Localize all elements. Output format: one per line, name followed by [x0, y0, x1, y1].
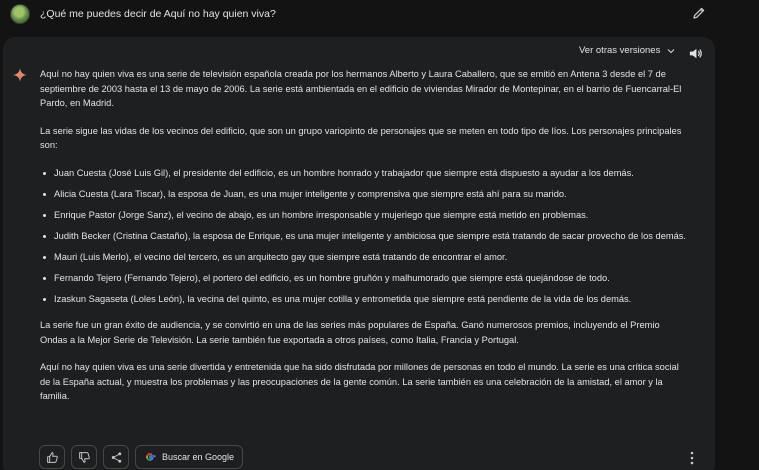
user-prompt-text: ¿Qué me puedes decir de Aquí no hay quien viva?	[40, 8, 276, 20]
search-google-label: Buscar en Google	[162, 452, 235, 462]
list-item: Juan Cuesta (José Luis Gil), el presidente del edificio, es un hombre honrado y trabajador que siempre está dispuesto a ayudar a los demás.	[40, 166, 688, 181]
gemini-sparkle-icon	[13, 68, 27, 82]
list-item: Izaskun Sagaseta (Loles León), la vecina del quinto, es una mujer cotilla y entrometida que siempre está pendiente de la vida de los demás.	[40, 292, 688, 307]
google-g-icon	[144, 451, 156, 463]
right-margin-strip	[725, 0, 759, 470]
user-prompt-row	[0, 0, 725, 32]
characters-intro-paragraph: La serie sigue las vidas de los vecinos del edificio, que son un grupo variopinto de personajes que se meten en todo tipo de líos. Los personajes principales son:	[40, 125, 682, 150]
other-versions-dropdown[interactable]	[579, 45, 676, 56]
other-versions-label: Ver otras versiones	[579, 45, 661, 56]
list-item: Judith Becker (Cristina Castaño), la esposa de Enrique, es una mujer inteligente y ambiciosa que siempre está tratando de sacar provecho de los demás.	[40, 229, 688, 244]
speaker-icon[interactable]	[688, 46, 703, 61]
response-card	[3, 37, 715, 470]
share-button[interactable]	[103, 445, 129, 469]
search-google-button[interactable]	[135, 445, 243, 469]
thumbs-down-icon	[78, 451, 91, 464]
more-vertical-icon[interactable]	[689, 451, 695, 465]
list-item: Alicia Cuesta (Lara Tiscar), la esposa de Juan, es una mujer inteligente y comprensiva que siempre está ahí para su marido.	[40, 187, 688, 202]
response-content	[40, 67, 688, 417]
intro-paragraph: Aquí no hay quien viva es una serie de televisión española creada por los hermanos Alberto y Laura Caballero, que se emitió en Antena 3 desde el 7 de septiembre de 2003 hasta el 13 de mayo de 2006. La serie está ambientada en el edificio de viviendas Mirador de Montepinar, en el barrio de Fuencarral-El Pardo, en Madrid.	[40, 69, 682, 108]
characters-list	[40, 166, 688, 307]
thumbs-up-button[interactable]	[39, 445, 65, 469]
thumbs-up-icon	[46, 451, 59, 464]
list-item: Fernando Tejero (Fernando Tejero), el portero del edificio, es un hombre gruñón y malhumorado que siempre está quejándose de todo.	[40, 271, 688, 286]
list-item: Mauri (Luis Merlo), el vecino del tercero, es un arquitecto gay que siempre está tratando de encontrar el amor.	[40, 250, 688, 265]
list-item: Enrique Pastor (Jorge Sanz), el vecino de abajo, es un hombre irresponsable y mujeriego que siempre está metido en problemas.	[40, 208, 688, 223]
response-actions	[39, 445, 243, 469]
share-icon	[110, 451, 123, 464]
success-paragraph: La serie fue un gran éxito de audiencia, y se convirtió en una de las series más populares de España. Ganó numerosos premios, incluyendo el Premio Ondas a la Mejor Serie de Televisión. La serie también fue exportada a otros países, como Italia, Francia y Portugal.	[40, 320, 660, 345]
edit-pencil-icon[interactable]	[691, 5, 707, 21]
chevron-down-icon	[666, 46, 676, 56]
thumbs-down-button[interactable]	[71, 445, 97, 469]
user-avatar[interactable]	[10, 4, 30, 24]
conclusion-paragraph: Aquí no hay quien viva es una serie divertida y entretenida que ha sido disfrutada por millones de personas en todo el mundo. La serie es una crítica social de la España actual, y muestra los problemas y las preocupaciones de la gente común. La serie también es una celebración de la amistad, el amor y la familia.	[40, 362, 679, 401]
